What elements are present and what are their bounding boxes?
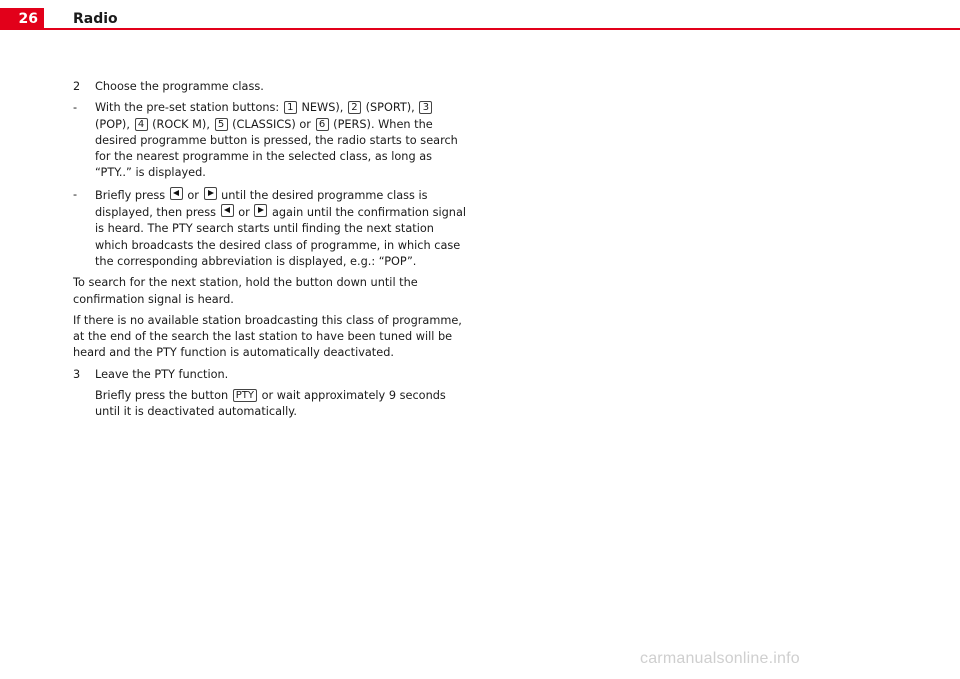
section-title: Radio: [73, 11, 118, 27]
text-fragment: (CLASSICS) or: [232, 117, 311, 131]
arrow-right-icon: [204, 187, 217, 200]
arrow-left-icon: [170, 187, 183, 200]
text-fragment: NEWS),: [301, 101, 344, 115]
preset-key-6: 6: [316, 118, 329, 131]
pty-key: PTY: [233, 389, 257, 402]
manual-content: [73, 79, 468, 426]
text-fragment: (POP),: [95, 117, 130, 131]
bullet-mark: -: [73, 101, 78, 115]
preset-key-1: 1: [284, 101, 297, 114]
bullet-seek-buttons: [73, 187, 468, 270]
text-fragment: or: [238, 206, 250, 220]
text-fragment: (PERS). When the desired programme button is pressed, the radio starts to search for the nearest programme in the selected class, as long as “PTY..” is displayed.: [95, 117, 458, 180]
header-rule: [44, 28, 960, 30]
paragraph-no-station: If there is no available station broadcasting this class of programme, at the end of the search the last station to have been tuned will be heard and the PTY function is automatically deactivated.: [73, 313, 462, 360]
text-fragment: or: [187, 188, 199, 202]
text-fragment: again until the confirmation signal is heard. The PTY search starts until finding the next station which broadcasts the desired class of programme, in which case the corresponding abbreviation is displayed, e.g.: “POP”.: [95, 206, 467, 268]
preset-key-5: 5: [215, 118, 228, 131]
paragraph-search-next: To search for the next station, hold the button down until the confirmation signal is heard.: [73, 276, 418, 306]
step-number: 2: [73, 80, 81, 93]
text-fragment: Briefly press the button: [95, 389, 229, 403]
text-fragment: (ROCK M),: [152, 117, 210, 131]
bullet-preset-buttons: [73, 100, 468, 181]
text-fragment: until the desired programme class is displayed, then press: [95, 188, 428, 220]
arrow-right-icon: [254, 204, 267, 217]
watermark: carmanualsonline.info: [640, 650, 800, 667]
bullet-text: [95, 187, 468, 270]
bullet-text: [95, 100, 468, 181]
step-3-detail: [73, 388, 468, 421]
preset-key-2: 2: [348, 101, 361, 114]
step-3: [73, 367, 468, 383]
step-number: 3: [73, 367, 81, 381]
text-fragment: (SPORT),: [365, 101, 415, 115]
arrow-left-icon: [221, 204, 234, 217]
text-fragment: With the pre-set station buttons:: [95, 101, 280, 115]
text-fragment: Briefly press: [95, 188, 166, 202]
step-2: [73, 79, 468, 95]
text-fragment: or wait approximately 9 seconds until it is deactivated automatically.: [95, 389, 446, 419]
step-text: Choose the programme class.: [95, 80, 264, 93]
step-text: Leave the PTY function.: [95, 367, 229, 381]
page-header: [0, 0, 960, 31]
page-number: 26: [0, 8, 44, 30]
bullet-mark: -: [73, 187, 78, 201]
preset-key-4: 4: [135, 118, 148, 131]
preset-key-3: 3: [419, 101, 432, 114]
